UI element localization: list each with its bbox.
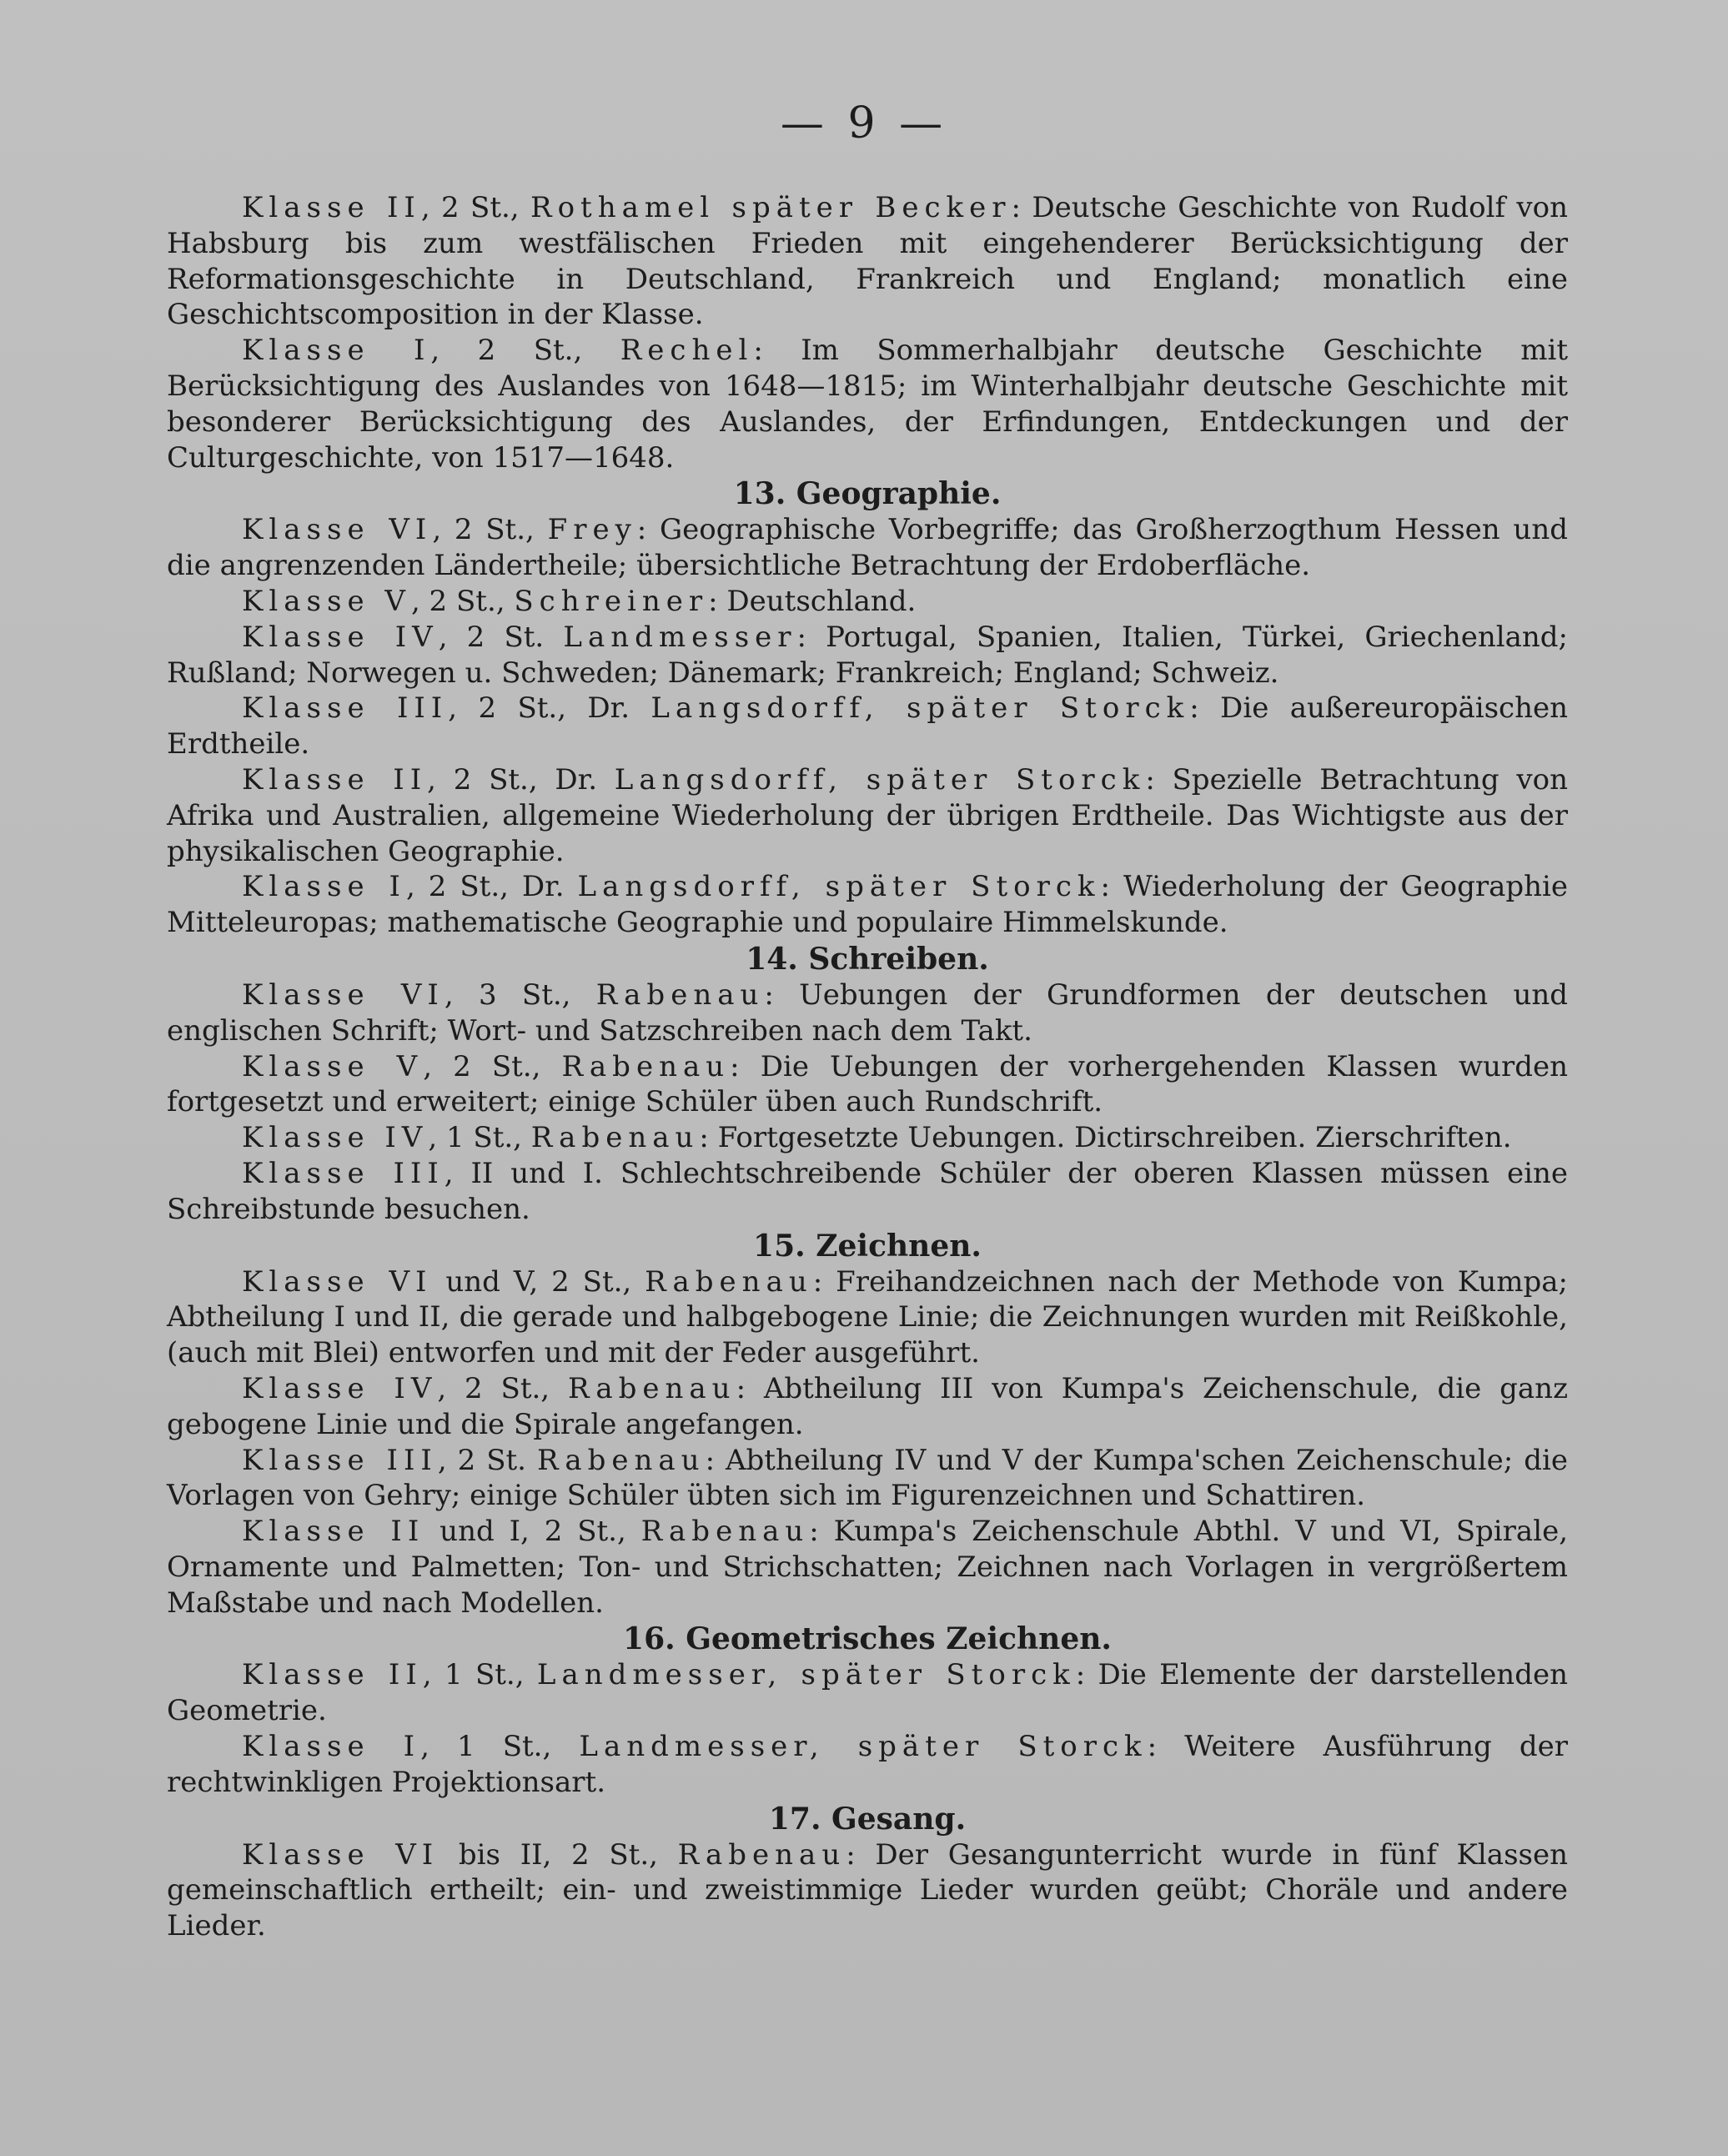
class-label: Klasse IV [242, 620, 439, 654]
paragraph-text: : Spezielle Betrachtung von Afrika und Australien, allgemeine Wiederholung der übrigen Erdtheile. Das Wichtigste aus der physikalischen Geographie. [167, 762, 1568, 868]
teacher-name: Rabenau [561, 1049, 731, 1083]
hours: , 2 St. [438, 620, 564, 654]
paragraph [167, 1264, 1568, 1371]
paragraph [167, 1514, 1568, 1621]
paragraph [167, 762, 1568, 869]
paragraph-text: Schlechtschreibende Schüler der oberen Klassen müssen eine Schreibstunde besuchen. [167, 1156, 1569, 1226]
paragraph-text: : Deutsche Geschichte von Rudolf von Habsburg bis zum westfälischen Frieden mit eingehenderer Berücksichtigung der Reformationsgeschichte in Deutschland, Frankreich und England; monatlich eine Geschichtscomposition in der Klasse. [167, 191, 1568, 332]
class-label: Klasse V [242, 584, 411, 618]
class-label: Klasse II [242, 191, 421, 224]
teacher-name: Rabenau [567, 1371, 736, 1405]
teacher-name: Rabenau [536, 1443, 706, 1477]
class-label: Klasse VI [242, 513, 433, 547]
teacher-name: Langsdorff, später Storck [577, 870, 1101, 904]
paragraph-text: : Fortgesetzte Uebungen. Dictirschreiben. Zierschriften. [699, 1121, 1512, 1155]
page-number: — 9 — [780, 98, 948, 148]
paragraph [167, 977, 1568, 1049]
paragraph-text: : Die Uebungen der vorhergehenden Klassen wurden fortgesetzt und erweitert; einige Schüler üben auch Rundschrift. [167, 1049, 1568, 1119]
teacher-name: Langsdorff, später Storck [651, 691, 1190, 726]
class-label: Klasse VI [242, 1837, 440, 1872]
class-label: Klasse II [242, 1658, 423, 1692]
class-label: Klasse I [242, 334, 431, 368]
class-label: Klasse IV [242, 1121, 429, 1155]
hours: bis II, 2 St., [439, 1837, 678, 1872]
hours: , 2 St., [423, 1049, 562, 1083]
class-label: Klasse II [242, 762, 428, 797]
hours: , 1 St., [420, 1730, 580, 1764]
hours: , II und I. [444, 1156, 620, 1190]
paragraph [167, 1049, 1568, 1121]
paragraph-text: : Uebungen der Grundformen der deutschen und englischen Schrift; Wort- und Satzschreiben nach dem Takt. [167, 977, 1568, 1048]
class-label: Klasse I [242, 1730, 421, 1764]
hours: , 2 St., [430, 334, 620, 368]
paragraph [167, 1371, 1568, 1443]
hours: und V, 2 St., [432, 1264, 645, 1299]
teacher-name: Frey [547, 513, 637, 547]
paragraph-text: : Portugal, Spanien, Italien, Türkei, Griechenland; Rußland; Norwegen u. Schweden; Dänemark; Frankreich; England; Schweiz. [167, 620, 1569, 690]
teacher-name: Rabenau [645, 1264, 813, 1299]
teacher-name: Rabenau [640, 1515, 810, 1549]
class-label: Klasse IV [242, 1371, 438, 1405]
class-label: Klasse II [242, 1515, 425, 1549]
paragraph-text: : Abtheilung IV und V der Kumpa'schen Zeichenschule; die Vorlagen von Gehry; einige Schüler übten sich im Figurenzeichnen und Schattiren. [167, 1443, 1568, 1513]
teacher-name: Rothamel später Becker [530, 191, 1012, 224]
class-label: Klasse I [242, 870, 406, 904]
paragraph-text: : Abtheilung III von Kumpa's Zeichenschule, die ganz gebogene Linie und die Spirale angefangen. [167, 1371, 1568, 1441]
hours: und I, 2 St., [424, 1515, 641, 1549]
paragraph-text: : Die außereuropäischen Erdtheile. [167, 691, 1569, 761]
paragraph [167, 1837, 1568, 1944]
paragraph [167, 584, 1568, 620]
section-heading-geographie: 13. Geographie. [733, 476, 1002, 512]
class-label: Klasse III [242, 691, 449, 726]
class-label: Klasse III [242, 1443, 438, 1477]
paragraph-text: : Kumpa's Zeichenschule Abthl. V und VI, Spirale, Ornamente und Palmetten; Ton- und Strichschatten; Zeichnen nach Vorlagen in vergrößertem Maßstabe und nach Modellen. [167, 1515, 1569, 1620]
teacher-name: Landmesser, später Storck [536, 1658, 1076, 1692]
hours: , 2 St. [437, 1443, 537, 1477]
section-heading-geometrisches-zeichnen: 16. Geometrisches Zeichnen. [623, 1621, 1112, 1657]
paragraph-text: : Weitere Ausführung der rechtwinkligen Projektionsart. [167, 1730, 1568, 1799]
teacher-name: Rabenau [677, 1837, 846, 1872]
hours: , 2 St., [432, 513, 548, 547]
paragraph [167, 1729, 1568, 1801]
section-heading-gesang: 17. Gesang. [768, 1801, 967, 1837]
teacher-name: Rabenau [595, 977, 765, 1012]
hours: , 2 St., Dr. [448, 691, 651, 726]
hours: , 1 St., [428, 1121, 531, 1155]
class-label: Klasse VI [242, 977, 445, 1012]
paragraph-text: : Die Elemente der darstellenden Geometrie. [167, 1658, 1568, 1728]
paragraph-text: : Wiederholung der Geographie Mitteleuropas; mathematische Geographie und populaire Himmelskunde. [167, 870, 1569, 940]
teacher-name: Rechel [620, 334, 754, 368]
paragraph [167, 620, 1568, 691]
document-body [167, 190, 1568, 1944]
hours: , 1 St., [422, 1658, 537, 1692]
section-heading-zeichnen: 15. Zeichnen. [753, 1228, 982, 1264]
teacher-name: Langsdorff, später Storck [614, 762, 1146, 797]
paragraph [167, 1156, 1568, 1228]
hours: , 3 St., [444, 977, 596, 1012]
hours: , 2 St., [410, 584, 515, 618]
paragraph-intro-1 [167, 190, 1568, 333]
class-label: Klasse V [242, 1049, 424, 1083]
hours: , 2 St., Dr. [427, 762, 615, 797]
teacher-name: Landmesser, später Storck [579, 1730, 1148, 1764]
teacher-name: Rabenau [530, 1121, 700, 1155]
teacher-name: Schreiner [514, 584, 709, 618]
hours: , 2 St., [420, 191, 530, 224]
paragraph-text: : Deutschland. [708, 584, 917, 618]
paragraph [167, 1443, 1568, 1515]
hours: , 2 St., Dr. [405, 870, 578, 904]
class-label: Klasse III [242, 1156, 445, 1190]
paragraph-text: : Der Gesangunterricht wurde in fünf Klassen gemeinschaftlich ertheilt; ein- und zweistimmige Lieder wurden geübt; Choräle und andere Lieder. [167, 1837, 1568, 1943]
teacher-name: Landmesser [563, 620, 797, 654]
paragraph [167, 869, 1568, 941]
hours: , 2 St., [437, 1371, 568, 1405]
paragraph [167, 1657, 1568, 1729]
paragraph [167, 1120, 1568, 1156]
section-heading-schreiben: 14. Schreiben. [746, 941, 989, 977]
paragraph-text: : Geographische Vorbegriffe; das Großherzogthum Hessen und die angrenzenden Ländertheile; übersichtliche Betrachtung der Erdoberfläche. [167, 513, 1568, 583]
paragraph [167, 691, 1568, 762]
paragraph-intro-2 [167, 333, 1568, 475]
paragraph-text: : Freihandzeichnen nach der Methode von Kumpa; Abtheilung I und II, die gerade und halbgebogene Linie; die Zeichnungen wurden mit Reißkohle, (auch mit Blei) entworfen und mit der Feder ausgeführt. [167, 1264, 1568, 1370]
class-label: Klasse VI [242, 1264, 433, 1299]
paragraph-text: : Im Sommerhalbjahr deutsche Geschichte mit Berücksichtigung des Auslandes von 1648—1815; im Winterhalbjahr deutsche Geschichte mit besonderer Berücksichtigung des Auslandes, der Erfindungen, Entdeckungen und der Culturgeschichte, von 1517—1648. [167, 334, 1568, 475]
paragraph [167, 512, 1568, 584]
